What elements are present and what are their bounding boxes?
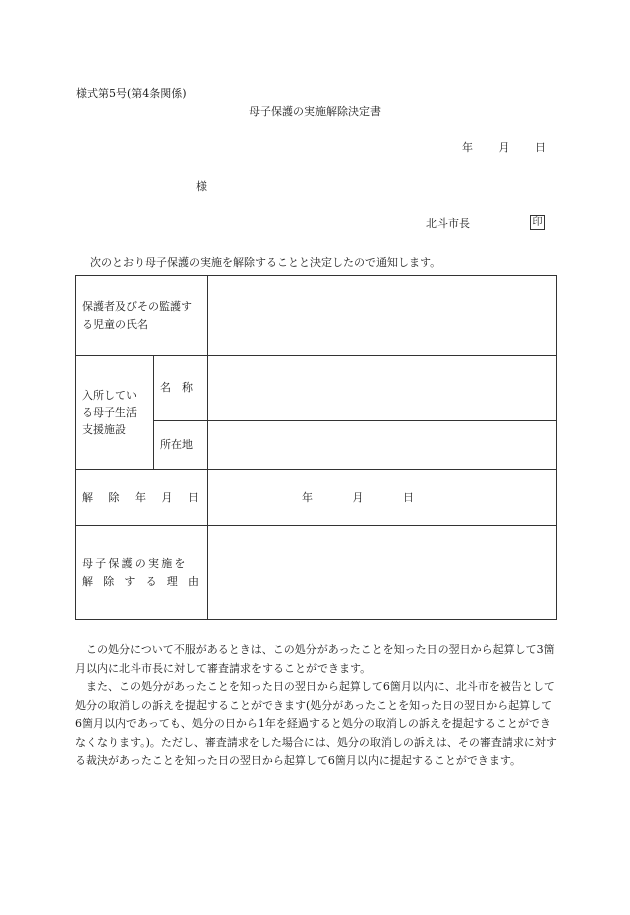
- date-month-label: 月: [498, 141, 510, 154]
- release-form-table: [75, 275, 557, 620]
- reason-label-char: 理: [166, 574, 178, 588]
- release-date-label-char: 月: [161, 490, 173, 504]
- guardian-row: [76, 276, 557, 356]
- facility-label: 入所している母子生活支援施設: [76, 356, 154, 470]
- reason-label-line1: 母子保護の実施を: [82, 557, 188, 571]
- release-date-row: [76, 470, 557, 526]
- appeal-notice: この処分について不服があるときは、この処分があったことを知った日の翌日から起算して3箇月以内に北斗市長に対して審査請求をすることができます。: [75, 643, 555, 675]
- reason-label-char: す: [124, 574, 136, 588]
- facility-address-value: [208, 421, 557, 470]
- addressee-honorific: 様: [196, 180, 207, 193]
- issuer-name: 北斗市長: [426, 217, 470, 230]
- date-day-label: 日: [535, 141, 546, 154]
- reason-label-char: 由: [187, 574, 199, 588]
- intro-statement: 次のとおり母子保護の実施を解除することと決定したので通知します。: [90, 256, 442, 269]
- reason-row: [76, 526, 557, 620]
- release-date-value: [208, 470, 557, 526]
- issue-date: [462, 140, 546, 157]
- form-number-label: 様式第5号(第4条関係): [76, 87, 187, 100]
- seal-mark: 印: [530, 215, 545, 230]
- date-year-label: 年: [462, 141, 473, 154]
- facility-name-row: [76, 356, 557, 421]
- reason-value: [208, 526, 557, 620]
- release-month-label: 月: [352, 490, 364, 504]
- facility-name-value: [208, 356, 557, 421]
- facility-name-label: 名 称: [154, 356, 208, 421]
- release-date-label-char: 解: [82, 490, 93, 504]
- document-title: 母子保護の実施解除決定書: [249, 105, 381, 118]
- release-date-label-char: 年: [135, 490, 146, 504]
- guardian-value: [208, 276, 557, 356]
- release-date-label-char: 除: [108, 490, 120, 504]
- release-date-label-char: 日: [188, 490, 199, 504]
- lawsuit-notice: また、この処分があったことを知った日の翌日から起算して6箇月以内に、北斗市を被告として処分の取消しの訴えを提起することができます(処分があったことを知った日の翌日から起算して6箇月以内であっても、処分の日から1年を経過すると処分の取消しの訴えを提起することができなくなります。)。ただし、審査請求をした場合には、処分の取消しの訴えは、その審査請求に対する裁決があったことを知った日の翌日から起算して6箇月以内に提起することができます。: [75, 680, 557, 767]
- reason-label-char: る: [145, 574, 157, 588]
- facility-address-label: 所在地: [154, 421, 208, 470]
- release-year-label: 年: [302, 490, 313, 504]
- guardian-label: 保護者及びその監護する児童の氏名: [76, 276, 208, 356]
- reason-label-char: 除: [103, 574, 115, 588]
- reason-label-char: 解: [82, 574, 93, 588]
- release-date-label: [76, 470, 208, 526]
- release-day-label: 日: [403, 490, 414, 504]
- reason-label: [76, 526, 208, 620]
